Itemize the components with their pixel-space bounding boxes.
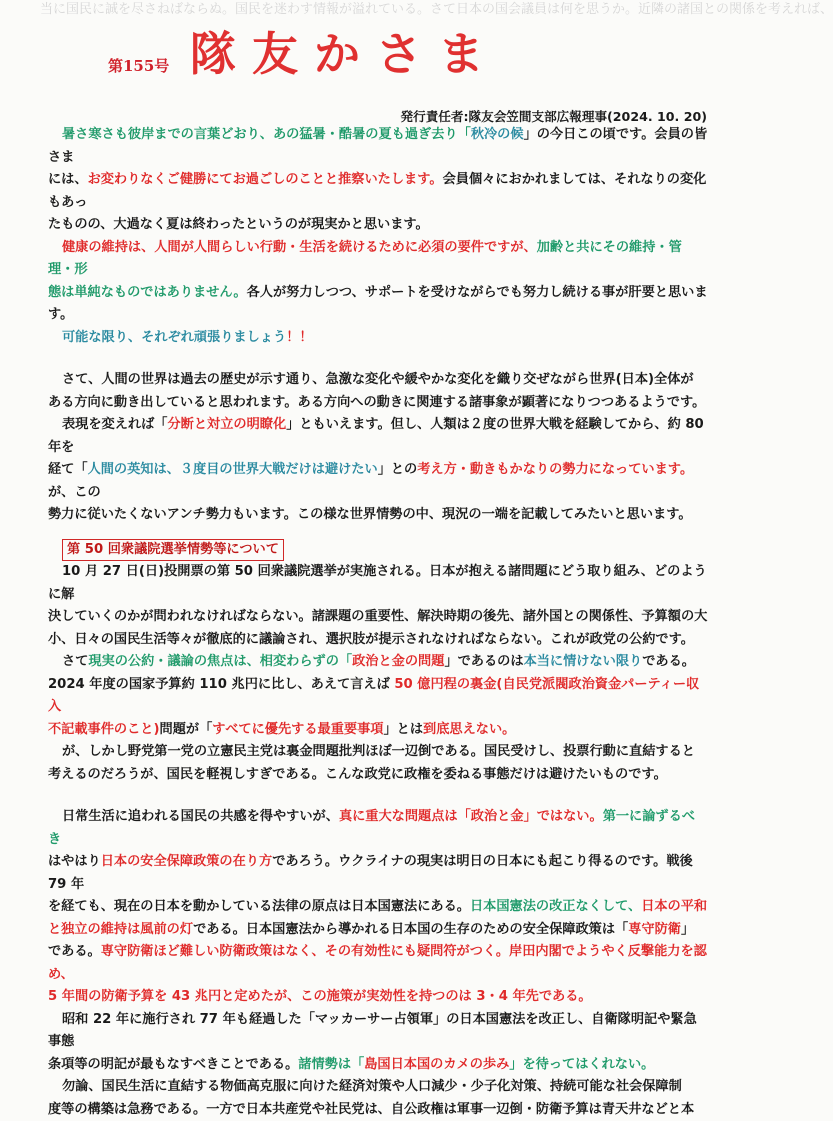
text-segment: 専守防衛ほど難しい防衛政策はなく、その有効性にも疑問符がつく。 [101,944,509,959]
text-line [48,941,708,986]
text-segment: 問題が「 [160,722,213,737]
text-segment: はやはり [48,854,101,869]
text-segment: すべてに優先する最重要事項 [212,722,383,737]
text-segment: さて、人間の世界は過去の歴史が示す通り、急激な変化や緩やかな変化を織り交ぜながら世界(日本)全体が [62,372,694,387]
text-segment: が、この [48,485,101,500]
text-line [48,327,708,350]
text-segment: 会員個々におかれましては、それなりの変化もあっ [48,172,706,210]
text-segment: である。 [48,944,101,959]
text-segment: であろう。ウクライナの現実は明日の日本にも起こり得るのです。戦後 79 年 [48,854,693,892]
text-segment: 条項等の明記が最もなすべきことである。 [48,1057,298,1072]
text-line [48,919,708,942]
text-segment: 小、日々の国民生活等々が徹底的に議論され、選択肢が提示されなければならない。これが政党の公約です。 [48,632,694,647]
text-segment: 人間の英知は、３度目の世界大戦だけは避けたい [88,462,378,477]
text-segment: 」の今日この頃です。会員の皆さま [48,127,707,165]
text-segment: 暑さ寒さも彼岸までの言葉どおり、あの猛暑・酷暑の夏も過ぎ去り「 [62,127,471,142]
text-segment: 」を待ってはくれない。 [509,1057,654,1072]
text-segment: 第一に論ずるべき [48,809,695,847]
newsletter-title: 隊友かさま [190,18,500,84]
text-segment: 態は単純なものではありません。 [48,285,247,300]
text-segment: である。 [642,654,695,669]
text-line [48,674,708,719]
text-line [48,169,708,214]
text-line [48,651,708,674]
section-heading [48,539,708,562]
text-segment: 」 [681,922,694,937]
text-line [48,741,708,764]
text-line [48,237,708,282]
text-segment: 2024 年度の国家予算約 110 兆円に比し、あえて言えば [48,677,394,692]
text-segment: 決していくのかが問われなければならない。諸課題の重要性、解決時期の後先、諸外国との関係性、予算額の大 [48,609,707,624]
text-segment: 考えるのだろうが、国民を軽視しすぎである。こんな政党に政権を委ねる事態だけは避けたいものです。 [48,767,667,782]
text-line [48,459,708,504]
text-segment: 」であるのは [444,654,523,669]
text-segment: 日本の安全保障政策の在り方 [101,854,272,869]
text-segment: 分断と対立の明瞭化 [168,417,287,432]
text-segment: 昭和 22 年に施行され 77 年も経過した「マッカーサー占領軍」の日本国憲法を改正し、自衛隊明記や緊急事態 [48,1012,697,1050]
text-line [48,629,708,652]
text-line [48,764,708,787]
text-segment: たものの、大過なく夏は終わったというのが現実かと思います。 [48,217,429,232]
text-segment: 本当に情けない限り [524,654,643,669]
text-line [48,806,708,851]
text-segment: 勿論、国民生活に直結する物価高克服に向けた経済対策や人口減少・少子化対策、持続可能な社会保障制 [62,1079,682,1094]
text-segment: と独立の維持は風前の灯 [48,922,193,937]
text-segment: 」ともいえます。但し、人類は２度の世界大戦を経験してから、約 80 年を [48,417,704,455]
text-line [48,282,708,327]
text-line [48,414,708,459]
text-segment: 現実の公約・議論の焦点は、相変わらずの「 [88,654,352,669]
text-line [48,606,708,629]
text-line [48,896,708,919]
text-segment: 可能な限り、それぞれ頑張りましょう [62,330,286,345]
text-segment: 岸田内閣でようやく反撃能力を認め、 [48,944,707,982]
masthead [0,0,729,100]
text-line [48,504,708,527]
text-line [48,1009,708,1054]
text-segment: 加齢と共にその維持・管理・形 [48,240,682,278]
text-line [48,392,708,415]
article-body [48,124,708,1121]
text-segment: 不記載事件のこと) [48,722,160,737]
issue-number: 第155号 [108,55,169,76]
text-segment: には、 [48,172,88,187]
text-segment: 」とは [383,722,423,737]
text-line [48,124,708,169]
text-segment: 諸情勢は「 [298,1057,364,1072]
text-line [48,851,708,896]
text-line [48,719,708,742]
text-line [48,986,708,1009]
text-segment: 表現を変えれば「 [62,417,168,432]
text-segment: ある方向に動き出していると思われます。ある方向への動きに関連する諸事象が顕著になりつつあるようです。 [48,395,705,410]
text-segment: 到底思えない。 [423,722,515,737]
text-segment: 各人が努力しつつ、サポートを受けながらでも努力し続ける事が肝要と思います。 [48,285,708,323]
text-segment: さて [62,654,88,669]
text-segment: 50 億円程の裏金(自民党派閥政治資金パーティー収入 [48,677,699,715]
text-segment: 勢力に従いたくないアンチ勢力もいます。この様な世界情勢の中、現況の一端を記載してみたいと思います。 [48,507,692,522]
text-line [48,214,708,237]
text-line [48,1099,708,1121]
text-segment: 日本国憲法の改正なくして、 [470,899,641,914]
text-segment: が、しかし野党第一党の立憲民主党は裏金問題批判ほぼ一辺倒である。国民受けし、投票行動に直結すると [62,744,695,759]
text-segment: 度等の構築は急務である。一方で日本共産党や社民党は、自公政権は軍事一辺倒・防衛予算は青天井などと本 [48,1102,694,1117]
text-segment: 健康の維持は、人間が人間らしい行動・生活を続けるために必須の要件ですが、 [62,240,537,255]
text-segment: 秋冷の候 [471,127,524,142]
text-line [48,561,708,606]
section-title: 第 50 回衆議院選挙情勢等について [62,539,284,561]
text-segment: 日本の平和 [641,899,707,914]
text-segment: お変わりなくご健勝にてお過ごしのことと推察いたします。 [88,172,443,187]
text-segment: 専守防衛 [628,922,681,937]
text-line [48,1076,708,1099]
text-segment: ！！ [286,330,312,345]
text-segment: 」との [378,462,418,477]
bleed-through-text: 当に国民に誠を尽さねばならぬ。国民を迷わす情報が溢れている。さて日本の国会議員は何を思うか。近隣の諸国との関係を考えれば、 [40,0,720,20]
text-segment: 島国日本国のカメの歩み [364,1057,509,1072]
publisher-line: 発行責任者:隊友会笠間支部広報理事(2024. 10. 20) [401,106,708,125]
text-segment: 10 月 27 日(日)投開票の第 50 回衆議院選挙が実施される。日本が抱える諸問題にどう取り組み、どのように解 [48,564,707,602]
text-segment: 日常生活に追われる国民の共感を得やすいが、 [62,809,339,824]
text-segment: 5 年間の防衛予算を 43 兆円と定めたが、この施策が実効性を持つのは 3・4 年先である。 [48,989,592,1004]
text-line [48,1054,708,1077]
text-segment: 真に重大な問題点は「政治と金」ではない。 [339,809,603,824]
text-segment: を経ても、現在の日本を動かしている法律の原点は日本国憲法にある。 [48,899,470,914]
text-segment: 考え方・動きもかなりの勢力になっています。 [417,462,693,477]
text-segment: である。日本国憲法から導かれる日本国の生存のための安全保障政策は「 [193,922,628,937]
text-line [48,369,708,392]
text-segment: 経て「 [48,462,88,477]
text-segment: 政治と金の問題 [352,654,444,669]
